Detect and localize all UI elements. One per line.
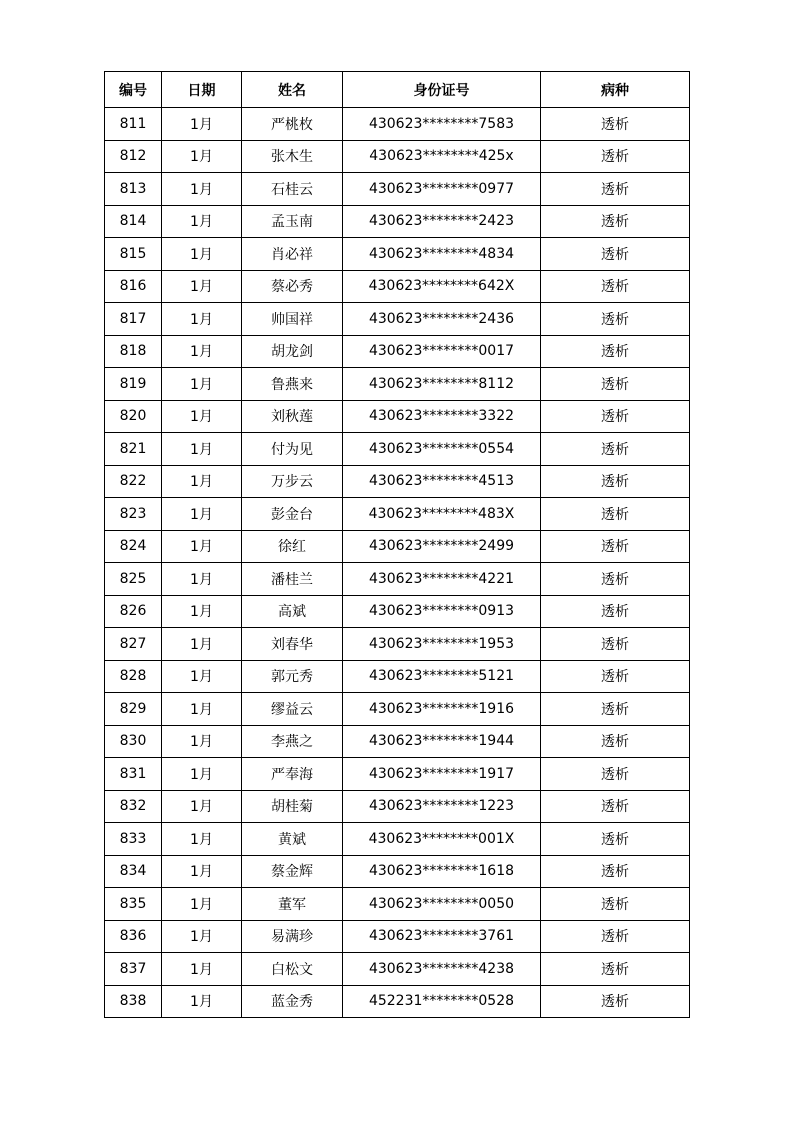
column-header-date: 日期 — [162, 72, 242, 108]
cell-name: 胡桂菊 — [242, 790, 343, 823]
cell-name: 蔡金辉 — [242, 855, 343, 888]
cell-id-number: 430623********642X — [343, 270, 541, 303]
cell-id-number: 430623********4834 — [343, 238, 541, 271]
cell-date: 1月 — [162, 790, 242, 823]
table-row — [105, 888, 690, 921]
cell-name: 帅国祥 — [242, 303, 343, 336]
cell-number: 813 — [105, 173, 162, 206]
cell-number: 812 — [105, 140, 162, 173]
table-row — [105, 660, 690, 693]
cell-name: 徐红 — [242, 530, 343, 563]
cell-name: 严桃枚 — [242, 108, 343, 141]
cell-number: 816 — [105, 270, 162, 303]
cell-id-number: 430623********425x — [343, 140, 541, 173]
cell-disease-type: 透析 — [541, 953, 690, 986]
cell-name: 董军 — [242, 888, 343, 921]
cell-number: 815 — [105, 238, 162, 271]
cell-name: 彭金台 — [242, 498, 343, 531]
cell-disease-type: 透析 — [541, 433, 690, 466]
cell-id-number: 430623********1223 — [343, 790, 541, 823]
cell-disease-type: 透析 — [541, 465, 690, 498]
cell-name: 石桂云 — [242, 173, 343, 206]
table-row — [105, 140, 690, 173]
cell-disease-type: 透析 — [541, 498, 690, 531]
cell-id-number: 430623********0554 — [343, 433, 541, 466]
cell-id-number: 430623********5121 — [343, 660, 541, 693]
cell-number: 820 — [105, 400, 162, 433]
cell-disease-type: 透析 — [541, 985, 690, 1018]
table-row — [105, 205, 690, 238]
cell-id-number: 430623********4238 — [343, 953, 541, 986]
cell-name: 郭元秀 — [242, 660, 343, 693]
table-row — [105, 238, 690, 271]
cell-name: 刘秋莲 — [242, 400, 343, 433]
cell-date: 1月 — [162, 985, 242, 1018]
table-row — [105, 693, 690, 726]
cell-name: 肖必祥 — [242, 238, 343, 271]
cell-name: 万步云 — [242, 465, 343, 498]
table-row — [105, 270, 690, 303]
cell-number: 826 — [105, 595, 162, 628]
cell-date: 1月 — [162, 173, 242, 206]
cell-number: 834 — [105, 855, 162, 888]
cell-number: 830 — [105, 725, 162, 758]
cell-date: 1月 — [162, 855, 242, 888]
cell-date: 1月 — [162, 335, 242, 368]
cell-date: 1月 — [162, 628, 242, 661]
table-row — [105, 790, 690, 823]
cell-number: 836 — [105, 920, 162, 953]
cell-number: 825 — [105, 563, 162, 596]
table-row — [105, 368, 690, 401]
cell-number: 822 — [105, 465, 162, 498]
cell-number: 831 — [105, 758, 162, 791]
cell-number: 827 — [105, 628, 162, 661]
cell-id-number: 430623********3322 — [343, 400, 541, 433]
cell-date: 1月 — [162, 563, 242, 596]
cell-disease-type: 透析 — [541, 660, 690, 693]
cell-date: 1月 — [162, 498, 242, 531]
cell-name: 白松文 — [242, 953, 343, 986]
cell-date: 1月 — [162, 400, 242, 433]
cell-number: 814 — [105, 205, 162, 238]
cell-name: 孟玉南 — [242, 205, 343, 238]
table-row — [105, 628, 690, 661]
column-header-name: 姓名 — [242, 72, 343, 108]
cell-disease-type: 透析 — [541, 920, 690, 953]
cell-name: 胡龙剑 — [242, 335, 343, 368]
cell-name: 易满珍 — [242, 920, 343, 953]
cell-id-number: 430623********1916 — [343, 693, 541, 726]
column-header-id-number: 身份证号 — [343, 72, 541, 108]
cell-disease-type: 透析 — [541, 790, 690, 823]
table-row — [105, 563, 690, 596]
cell-name: 付为见 — [242, 433, 343, 466]
cell-date: 1月 — [162, 953, 242, 986]
cell-date: 1月 — [162, 823, 242, 856]
cell-disease-type: 透析 — [541, 530, 690, 563]
patient-roster-table — [104, 71, 690, 1018]
cell-id-number: 430623********3761 — [343, 920, 541, 953]
cell-date: 1月 — [162, 140, 242, 173]
cell-disease-type: 透析 — [541, 108, 690, 141]
cell-disease-type: 透析 — [541, 270, 690, 303]
cell-name: 刘春华 — [242, 628, 343, 661]
cell-disease-type: 透析 — [541, 595, 690, 628]
cell-number: 835 — [105, 888, 162, 921]
cell-disease-type: 透析 — [541, 400, 690, 433]
cell-disease-type: 透析 — [541, 855, 690, 888]
cell-disease-type: 透析 — [541, 823, 690, 856]
table-header — [105, 72, 690, 108]
cell-id-number: 430623********0050 — [343, 888, 541, 921]
cell-date: 1月 — [162, 465, 242, 498]
cell-disease-type: 透析 — [541, 888, 690, 921]
cell-date: 1月 — [162, 693, 242, 726]
cell-disease-type: 透析 — [541, 173, 690, 206]
cell-number: 824 — [105, 530, 162, 563]
cell-date: 1月 — [162, 920, 242, 953]
cell-disease-type: 透析 — [541, 693, 690, 726]
cell-id-number: 430623********2423 — [343, 205, 541, 238]
cell-id-number: 430623********2499 — [343, 530, 541, 563]
cell-number: 832 — [105, 790, 162, 823]
cell-id-number: 430623********4221 — [343, 563, 541, 596]
cell-id-number: 430623********1953 — [343, 628, 541, 661]
cell-id-number: 430623********0977 — [343, 173, 541, 206]
cell-id-number: 452231********0528 — [343, 985, 541, 1018]
table-row — [105, 433, 690, 466]
cell-number: 833 — [105, 823, 162, 856]
cell-id-number: 430623********0913 — [343, 595, 541, 628]
table-row — [105, 108, 690, 141]
cell-name: 严奉海 — [242, 758, 343, 791]
cell-disease-type: 透析 — [541, 335, 690, 368]
cell-date: 1月 — [162, 888, 242, 921]
table-row — [105, 953, 690, 986]
cell-number: 821 — [105, 433, 162, 466]
cell-disease-type: 透析 — [541, 238, 690, 271]
cell-disease-type: 透析 — [541, 758, 690, 791]
table-row — [105, 920, 690, 953]
cell-date: 1月 — [162, 108, 242, 141]
cell-number: 811 — [105, 108, 162, 141]
cell-date: 1月 — [162, 433, 242, 466]
table-row — [105, 173, 690, 206]
table-row — [105, 725, 690, 758]
cell-disease-type: 透析 — [541, 725, 690, 758]
cell-date: 1月 — [162, 660, 242, 693]
column-header-disease-type: 病种 — [541, 72, 690, 108]
cell-name: 高斌 — [242, 595, 343, 628]
cell-name: 张木生 — [242, 140, 343, 173]
table-body — [105, 108, 690, 1018]
table-row — [105, 823, 690, 856]
cell-disease-type: 透析 — [541, 563, 690, 596]
table-row — [105, 758, 690, 791]
table-row — [105, 855, 690, 888]
cell-date: 1月 — [162, 270, 242, 303]
cell-id-number: 430623********483X — [343, 498, 541, 531]
cell-name: 黄斌 — [242, 823, 343, 856]
cell-id-number: 430623********1618 — [343, 855, 541, 888]
cell-name: 鲁燕来 — [242, 368, 343, 401]
cell-number: 838 — [105, 985, 162, 1018]
cell-name: 蔡必秀 — [242, 270, 343, 303]
cell-id-number: 430623********001X — [343, 823, 541, 856]
table-row — [105, 498, 690, 531]
table-row — [105, 985, 690, 1018]
cell-number: 818 — [105, 335, 162, 368]
cell-id-number: 430623********0017 — [343, 335, 541, 368]
cell-number: 823 — [105, 498, 162, 531]
table-row — [105, 303, 690, 336]
cell-number: 828 — [105, 660, 162, 693]
cell-date: 1月 — [162, 758, 242, 791]
cell-disease-type: 透析 — [541, 628, 690, 661]
cell-id-number: 430623********1917 — [343, 758, 541, 791]
cell-number: 829 — [105, 693, 162, 726]
cell-disease-type: 透析 — [541, 205, 690, 238]
table-row — [105, 530, 690, 563]
table-row — [105, 400, 690, 433]
cell-disease-type: 透析 — [541, 368, 690, 401]
cell-date: 1月 — [162, 530, 242, 563]
cell-name: 李燕之 — [242, 725, 343, 758]
header-row — [105, 72, 690, 108]
column-header-number: 编号 — [105, 72, 162, 108]
cell-id-number: 430623********7583 — [343, 108, 541, 141]
cell-id-number: 430623********1944 — [343, 725, 541, 758]
cell-date: 1月 — [162, 595, 242, 628]
cell-disease-type: 透析 — [541, 303, 690, 336]
cell-name: 蓝金秀 — [242, 985, 343, 1018]
cell-date: 1月 — [162, 725, 242, 758]
cell-date: 1月 — [162, 303, 242, 336]
cell-id-number: 430623********2436 — [343, 303, 541, 336]
table-row — [105, 595, 690, 628]
table-row — [105, 465, 690, 498]
cell-number: 817 — [105, 303, 162, 336]
cell-date: 1月 — [162, 238, 242, 271]
cell-number: 819 — [105, 368, 162, 401]
cell-id-number: 430623********4513 — [343, 465, 541, 498]
cell-name: 缪益云 — [242, 693, 343, 726]
table-row — [105, 335, 690, 368]
cell-date: 1月 — [162, 205, 242, 238]
cell-id-number: 430623********8112 — [343, 368, 541, 401]
cell-name: 潘桂兰 — [242, 563, 343, 596]
cell-disease-type: 透析 — [541, 140, 690, 173]
cell-number: 837 — [105, 953, 162, 986]
cell-date: 1月 — [162, 368, 242, 401]
